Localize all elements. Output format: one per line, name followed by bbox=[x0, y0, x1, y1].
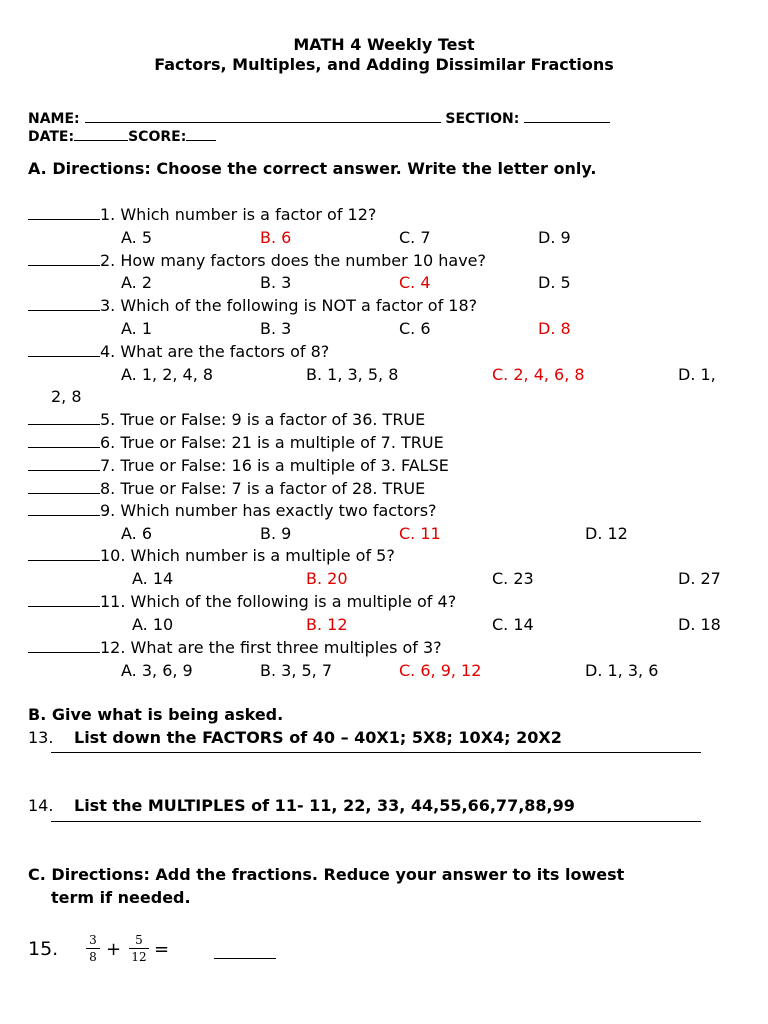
option-d-answer: D. 8 bbox=[538, 319, 571, 338]
option-a: A. 10 bbox=[132, 615, 174, 634]
section-a-letter: A. bbox=[28, 159, 47, 178]
option-b-answer: B. 20 bbox=[306, 569, 348, 588]
question-3 bbox=[28, 296, 477, 315]
option-a: A. 5 bbox=[121, 228, 153, 247]
option-c: C. 23 bbox=[492, 569, 534, 588]
question-text: 4. What are the factors of 8? bbox=[100, 342, 330, 361]
answer-blank-10[interactable] bbox=[28, 546, 100, 561]
option-a: A. 1, 2, 4, 8 bbox=[121, 365, 214, 384]
question-1 bbox=[28, 205, 376, 224]
plus-sign: + bbox=[106, 939, 122, 960]
section-a-text: Directions: Choose the correct answer. Write the letter only. bbox=[52, 159, 597, 178]
section-b-letter: B. bbox=[28, 705, 47, 724]
option-d: D. 27 bbox=[678, 569, 721, 588]
option-c-answer: C. 6, 9, 12 bbox=[399, 661, 482, 680]
name-blank[interactable] bbox=[85, 108, 441, 123]
option-c: C. 6 bbox=[399, 319, 431, 338]
option-c: C. 7 bbox=[399, 228, 431, 247]
section-c-letter: C. bbox=[28, 865, 46, 884]
question-5 bbox=[28, 410, 425, 429]
option-d: D. 1, bbox=[678, 365, 716, 384]
section-label: SECTION: bbox=[445, 111, 520, 127]
question-text: List down the FACTORS of 40 – 40X1; 5X8; 10X4; 20X2 bbox=[74, 728, 562, 747]
question-12 bbox=[28, 638, 442, 657]
answer-blank-9[interactable] bbox=[28, 501, 100, 516]
answer-blank-2[interactable] bbox=[28, 251, 100, 266]
section-c-directions bbox=[28, 865, 624, 884]
question-text: 1. Which number is a factor of 12? bbox=[100, 205, 377, 224]
date-blank[interactable] bbox=[74, 126, 128, 141]
section-c-directions-cont: term if needed. bbox=[51, 888, 191, 907]
section-b-text: Give what is being asked. bbox=[51, 705, 284, 724]
question-number-15: 15. bbox=[28, 938, 59, 960]
question-text: 5. True or False: 9 is a factor of 36. TRUE bbox=[100, 410, 426, 429]
question-7 bbox=[28, 456, 449, 475]
option-d: D. 5 bbox=[538, 273, 571, 292]
name-field bbox=[28, 108, 610, 127]
question-number: 13. bbox=[28, 728, 54, 747]
answer-blank-6[interactable] bbox=[28, 433, 100, 448]
option-a: A. 1 bbox=[121, 319, 153, 338]
question-10 bbox=[28, 546, 395, 565]
question-2 bbox=[28, 251, 486, 270]
option-c: C. 14 bbox=[492, 615, 534, 634]
question-text: List the MULTIPLES of 11- 11, 22, 33, 44,55,66,77,88,99 bbox=[74, 796, 575, 815]
option-b: B. 3 bbox=[260, 273, 292, 292]
numerator: 3 bbox=[89, 933, 97, 947]
date-label: DATE: bbox=[28, 129, 75, 145]
question-number: 14. bbox=[28, 796, 54, 815]
question-11 bbox=[28, 592, 456, 611]
question-text: 3. Which of the following is NOT a factor of 18? bbox=[100, 296, 478, 315]
fraction-2 bbox=[129, 933, 149, 964]
denominator: 8 bbox=[89, 950, 97, 964]
numerator: 5 bbox=[135, 933, 143, 947]
question-text: 6. True or False: 21 is a multiple of 7. TRUE bbox=[100, 433, 444, 452]
answer-blank-1[interactable] bbox=[28, 205, 100, 220]
question-13 bbox=[28, 728, 562, 747]
option-b: B. 3 bbox=[260, 319, 292, 338]
date-score-field bbox=[28, 126, 216, 145]
question-4 bbox=[28, 342, 329, 361]
option-a: A. 14 bbox=[132, 569, 174, 588]
question-14 bbox=[28, 796, 575, 815]
question-text: 10. Which number is a multiple of 5? bbox=[100, 546, 395, 565]
option-b: B. 9 bbox=[260, 524, 292, 543]
answer-blank-12[interactable] bbox=[28, 638, 100, 653]
question-text: 9. Which number has exactly two factors? bbox=[100, 501, 437, 520]
option-c-answer: C. 2, 4, 6, 8 bbox=[492, 365, 585, 384]
answer-blank-8[interactable] bbox=[28, 479, 100, 494]
answer-blank-4[interactable] bbox=[28, 342, 100, 357]
fraction-1 bbox=[86, 933, 100, 964]
answer-blank-5[interactable] bbox=[28, 410, 100, 425]
score-blank[interactable] bbox=[186, 126, 216, 141]
answer-line-14[interactable] bbox=[51, 821, 701, 822]
option-b-answer: B. 12 bbox=[306, 615, 348, 634]
question-8 bbox=[28, 479, 425, 498]
denominator: 12 bbox=[131, 950, 147, 964]
equals-sign: = bbox=[154, 939, 170, 960]
question-9 bbox=[28, 501, 437, 520]
answer-blank-3[interactable] bbox=[28, 296, 100, 311]
question-text: 12. What are the first three multiples of 3? bbox=[100, 638, 442, 657]
test-subtitle: Factors, Multiples, and Adding Dissimilar Fractions bbox=[154, 55, 614, 74]
section-c-text: Directions: Add the fractions. Reduce your answer to its lowest bbox=[51, 865, 625, 884]
option-a: A. 3, 6, 9 bbox=[121, 661, 193, 680]
option-d: D. 18 bbox=[678, 615, 721, 634]
section-blank[interactable] bbox=[524, 108, 610, 123]
option-b-answer: B. 6 bbox=[260, 228, 292, 247]
question-text: 8. True or False: 7 is a factor of 28. TRUE bbox=[100, 479, 426, 498]
option-a: A. 2 bbox=[121, 273, 153, 292]
section-a-directions bbox=[28, 159, 596, 178]
answer-blank-7[interactable] bbox=[28, 456, 100, 471]
score-label: SCORE: bbox=[128, 129, 187, 145]
option-b: B. 3, 5, 7 bbox=[260, 661, 333, 680]
question-text: 7. True or False: 16 is a multiple of 3. FALSE bbox=[100, 456, 449, 475]
option-d-continued: 2, 8 bbox=[51, 387, 82, 406]
section-b-directions bbox=[28, 705, 283, 724]
test-title: MATH 4 Weekly Test bbox=[293, 35, 475, 54]
option-d: D. 12 bbox=[585, 524, 628, 543]
answer-line-15[interactable] bbox=[214, 958, 276, 959]
option-c-answer: C. 11 bbox=[399, 524, 441, 543]
option-a: A. 6 bbox=[121, 524, 153, 543]
answer-line-13[interactable] bbox=[51, 752, 701, 753]
option-b: B. 1, 3, 5, 8 bbox=[306, 365, 399, 384]
question-6 bbox=[28, 433, 444, 452]
name-label: NAME: bbox=[28, 111, 80, 127]
option-d: D. 9 bbox=[538, 228, 571, 247]
answer-blank-11[interactable] bbox=[28, 592, 100, 607]
question-text: 2. How many factors does the number 10 have? bbox=[100, 251, 487, 270]
option-d: D. 1, 3, 6 bbox=[585, 661, 659, 680]
question-text: 11. Which of the following is a multiple of 4? bbox=[100, 592, 457, 611]
option-c-answer: C. 4 bbox=[399, 273, 431, 292]
